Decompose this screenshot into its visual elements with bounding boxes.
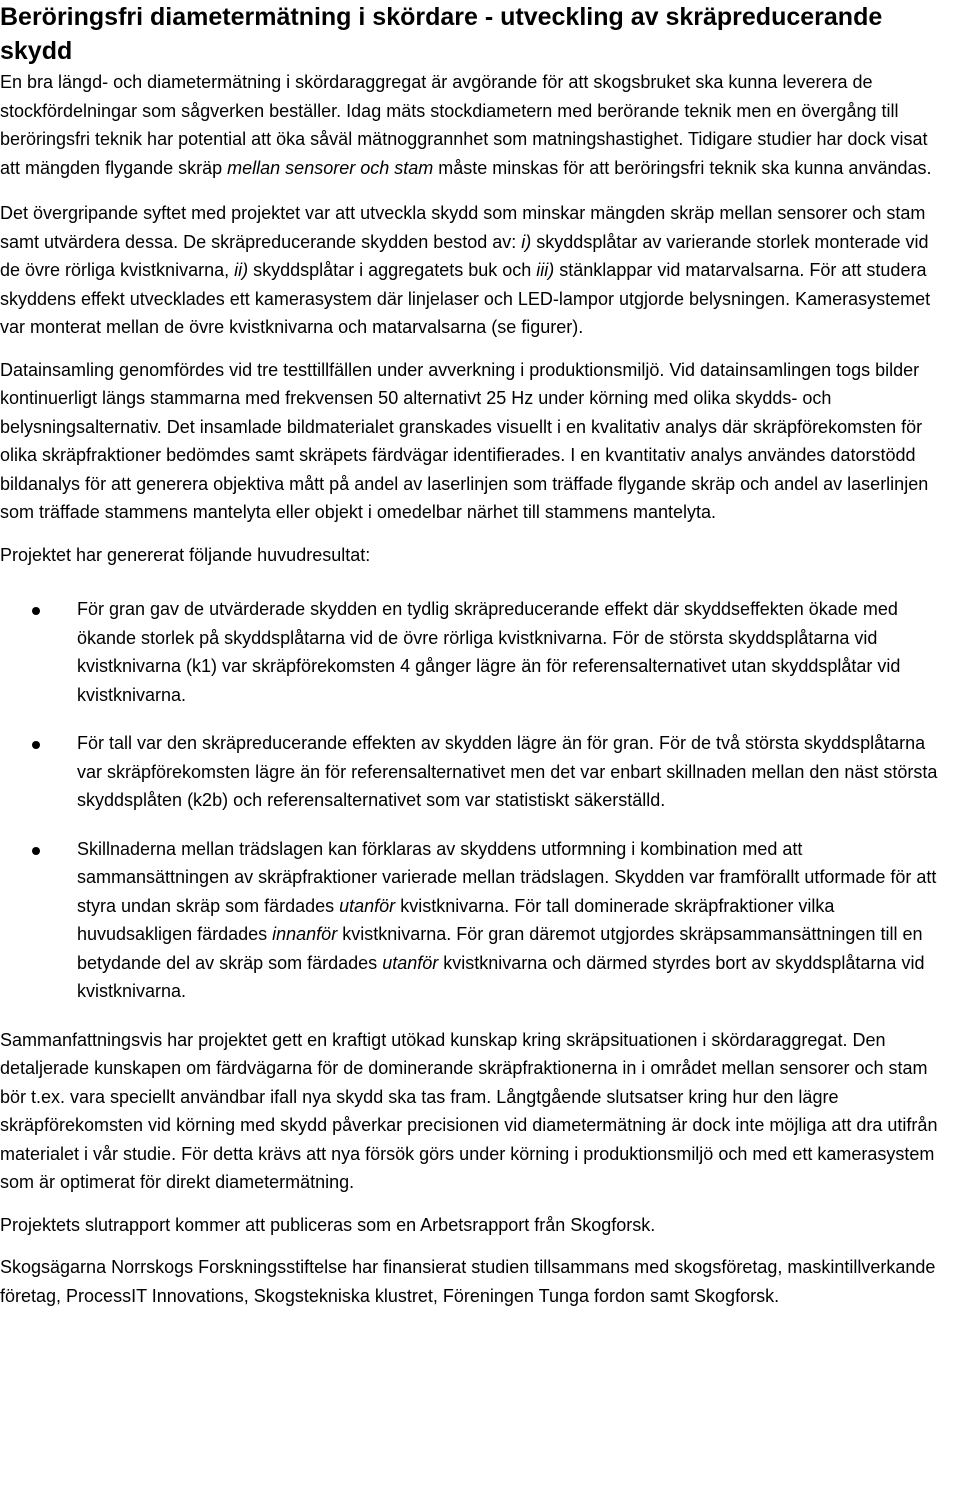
method-paragraph: Datainsamling genomfördes vid tre testtillfällen under avverkning i produktionsmiljö. Vid datainsamlingen togs bilder kontinuerligt längs stammarna med frekvensen 50 alternativt 25 Hz under körning med olika skydds- och belysningsalternativ. Det insamlade bildmaterialet granskades visuellt i en kvalitativ analys där skräpförekomsten för olika skräpfraktioner bedömdes samt skräpets färdvägar identifierades. I en kvantitativ analys användes datorstödd bildanalys för att generera objektiva mått på andel av laserlinjen som träffade flygande skräp och andel av laserlinjen som träffade stammens mantelyta eller objekt i omedelbar närhet till stammens mantelyta. <box>0 359 929 522</box>
list-item: För gran gav de utvärderade skydden en tydlig skräpreducerande effekt där skyddseffekten ökade med ökande storlek på skyddsplåtarna vid de övre rörliga kvistknivarna. För de största skyddsplåtarna vid kvistknivarna (k1) var skräpförekomsten 4 gånger lägre än för referensalternativet utan skyddsplåtar vid kvistknivarna. <box>0 595 946 709</box>
aim-paragraph: Det övergripande syftet med projektet var att utveckla skydd som minskar mängden skräp mellan sensorer och stam samt utvärdera dessa. De skräpreducerande skydden bestod av: i) skyddsplåtar av varierande storlek monterade vid de övre rörliga kvistknivarna, ii) skyddsplåtar i aggregatets buk och iii) stänklappar vid matarvalsarna. För att studera skyddens effekt utvecklades ett kamerasystem där linjelaser och LED-lampor utgjorde belysningen. Kamerasystemet var monterat mellan de övre kvistknivarna och matarvalsarna (se figurer). <box>0 203 931 337</box>
report-paragraph: Projektets slutrapport kommer att publiceras som en Arbetsrapport från Skogforsk. <box>0 1214 656 1235</box>
bullet-icon <box>32 607 40 615</box>
list-item: För tall var den skräpreducerande effekten av skydden lägre än för gran. För de två största skyddsplåtarna var skräpförekomsten lägre än för referensalternativet men det var enbart skillnaden mellan den näst största skyddsplåten (k2b) och referensalternativet som var statistiskt säkerställd. <box>0 729 946 815</box>
funding-paragraph: Skogsägarna Norrskogs Forskningsstiftelse har finansierat studien tillsammans med skogsföretag, maskintillverkande företag, ProcessIT Innovations, Skogstekniska klustret, Föreningen Tunga fordon samt Skogforsk. <box>0 1257 936 1306</box>
intro-paragraph: En bra längd- och diametermätning i skördaraggregat är avgörande för att skogsbruket ska kunna leverera de stockfördelningar som sågverken beställer. Idag mäts stockdiametern med berörande teknik men en övergång till beröringsfri teknik har potential att öka såväl mätnoggrannhet som matningshastighet. Tidigare studier har dock visat att mängden flygande skräp mellan sensorer och stam måste minskas för att beröringsfri teknik ska kunna användas. <box>0 72 932 178</box>
page-title: Beröringsfri diametermätning i skördare - utveckling av skräpreducerande skydd <box>0 3 883 65</box>
results-intro: Projektet har genererat följande huvudresultat: <box>0 544 371 565</box>
bullet-icon <box>32 741 40 749</box>
bullet-icon <box>32 847 40 855</box>
list-item: Skillnaderna mellan trädslagen kan förklaras av skyddens utformning i kombination med att sammansättningen av skräpfraktioner varierade mellan trädslagen. Skydden var framförallt utformade för att styra undan skräp som färdades utanför kvistknivarna. För tall dominerade skräpfraktioner vilka huvudsakligen färdades innanför kvistknivarna. För gran däremot utgjordes skräpsammansättningen till en betydande del av skräp som färdades utanför kvistknivarna och därmed styrdes bort av skyddsplåtarna vid kvistknivarna. <box>0 835 946 1006</box>
summary-paragraph: Sammanfattningsvis har projektet gett en kraftigt utökad kunskap kring skräpsituationen i skördaraggregat. Den detaljerade kunskapen om färdvägarna för de dominerande skräpfraktionerna in i området mellan sensorer och stam bör t.ex. vara speciellt användbar ifall nya skydd ska tas fram. Långtgående slutsatser kring hur den lägre skräpförekomsten vid körning med skydd påverkar precisionen vid diametermätning är dock inte möjliga att dra utifrån materialet i vår studie. För detta krävs att nya försök görs under körning i produktionsmiljö och med ett kamerasystem som är optimerat för direkt diametermätning. <box>0 1029 938 1192</box>
results-list <box>0 595 946 1006</box>
